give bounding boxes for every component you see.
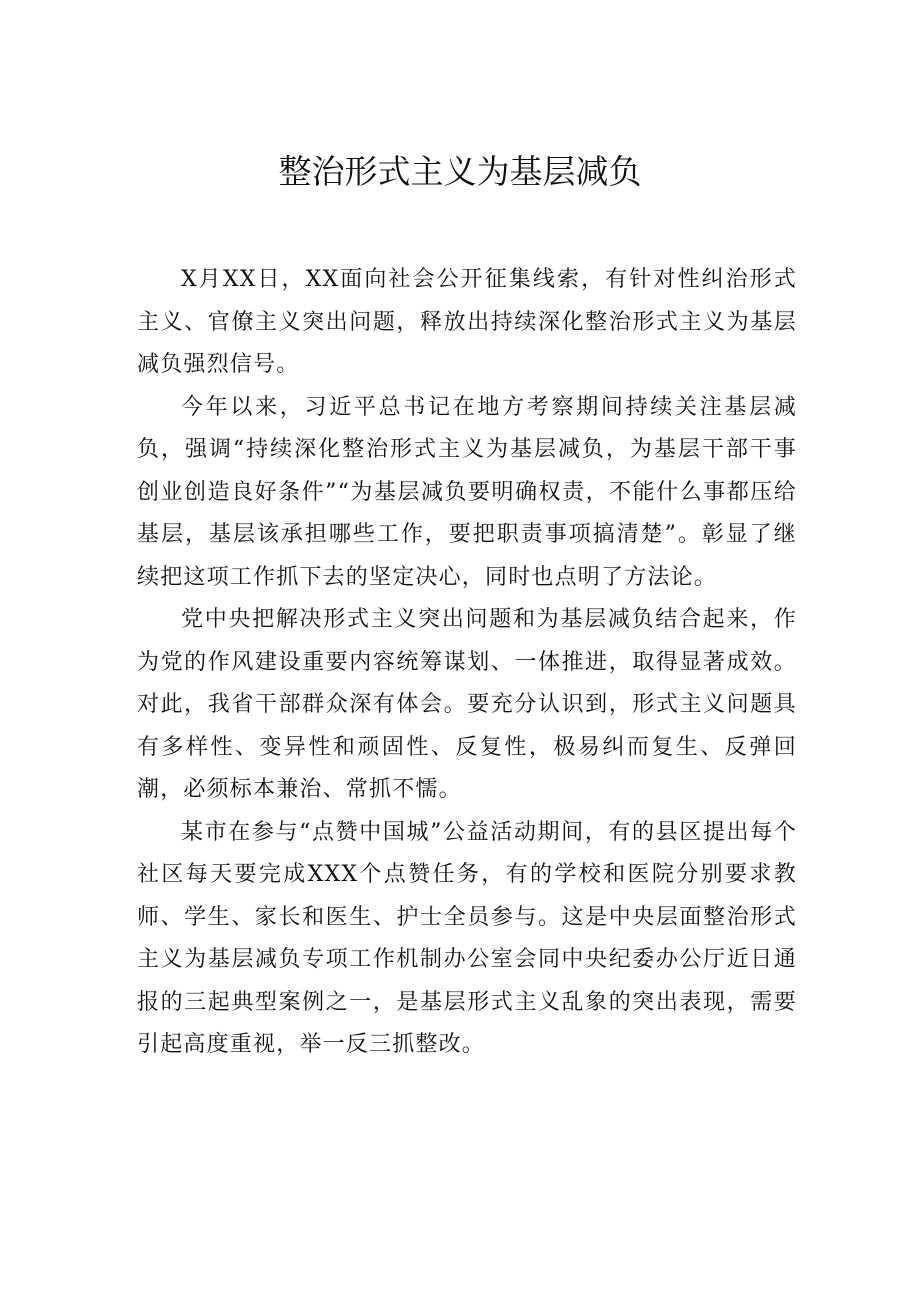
paragraph-4: 某市在参与“点赞中国城”公益活动期间，有的县区提出每个社区每天要完成XXX个点赞任务，有的学校和医院分别要求教师、学生、家长和医生、护士全员参与。这是中央层面整治形式主义为基层减负专项工作机制办公室会同中央纪委办公厅近日通报的三起典型案例之一，是基层形式主义乱象的突出表现，需要引起高度重视，举一反三抓整改。 bbox=[137, 819, 797, 1057]
document-body bbox=[137, 259, 797, 1067]
document-title: 整治形式主义为基层减负 bbox=[278, 152, 642, 191]
paragraph-2: 今年以来，习近平总书记在地方考察期间持续关注基层减负，强调“持续深化整治形式主义为基层减负，为基层干部干事创业创造良好条件”“为基层减负要明确权责，不能什么事都压给基层，基层该承担哪些工作，要把职责事项搞清楚”。彰显了继续把这项工作抓下去的坚定决心，同时也点明了方法论。 bbox=[137, 394, 797, 590]
paragraph-3: 党中央把解决形式主义突出问题和为基层减负结合起来，作为党的作风建设重要内容统筹谋划、一体推进，取得显著成效。对此，我省干部群众深有体会。要充分认识到，形式主义问题具有多样性、变异性和顽固性、反复性，极易纠而复生、反弹回潮，必须标本兼治、常抓不懦。 bbox=[137, 607, 797, 802]
paragraph-1: X月XX日，XX面向社会公开征集线索，有针对性纠治形式主义、官僚主义突出问题，释放出持续深化整治形式主义为基层减负强烈信号。 bbox=[137, 267, 797, 377]
